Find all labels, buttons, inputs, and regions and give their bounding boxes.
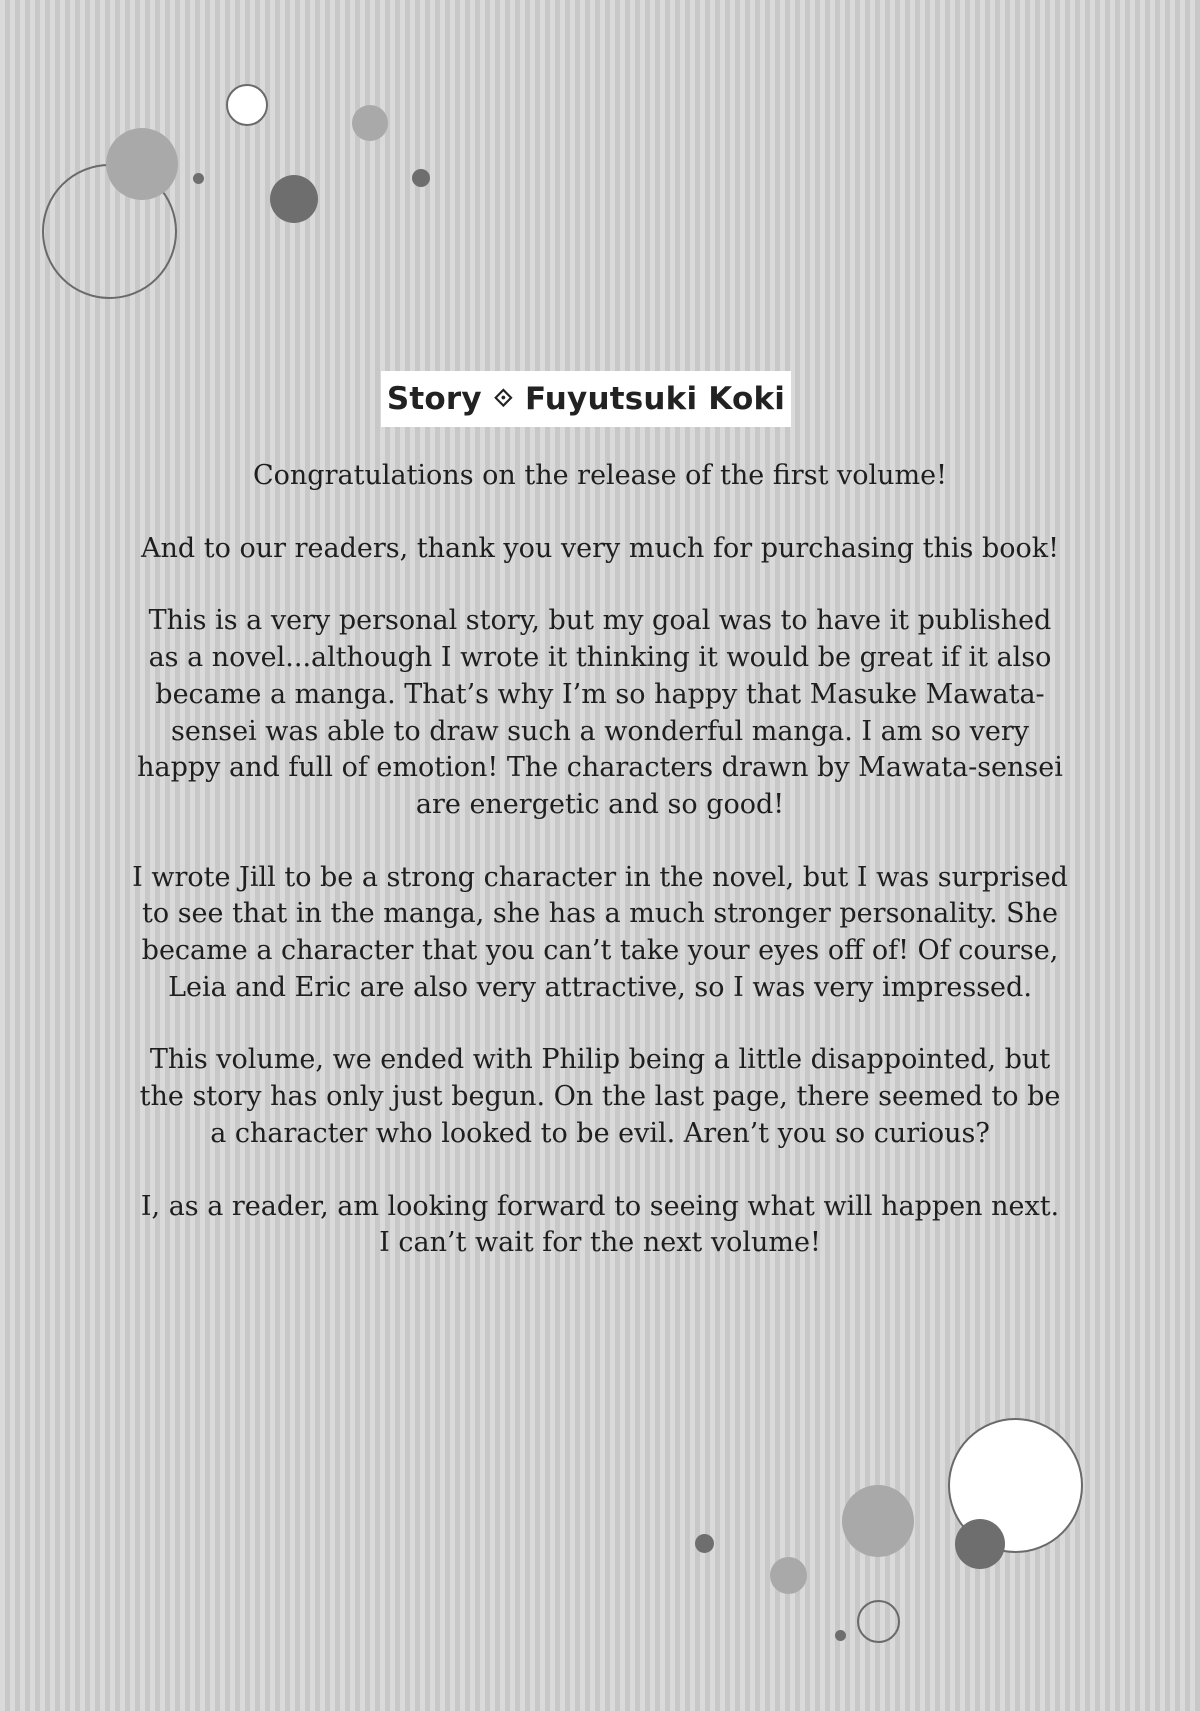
message-paragraph	[120, 458, 1080, 495]
bubble-light-small	[770, 1557, 807, 1594]
message-line: Congratulations on the release of the first volume!	[253, 460, 947, 491]
message-line: a character who looked to be evil. Aren’t you so curious?	[210, 1117, 990, 1149]
message-line: I wrote Jill to be a strong character in the novel, but I was surprised	[132, 861, 1068, 893]
message-paragraph	[120, 1189, 1080, 1262]
bubble-white	[226, 84, 268, 126]
bubble-dot	[835, 1630, 846, 1641]
message-line: as a novel...although I wrote it thinking it would be great if it also	[148, 642, 1052, 674]
bubble-dot	[412, 169, 430, 187]
message-paragraph	[120, 531, 1080, 568]
credit-name: Fuyutsuki Koki	[524, 381, 786, 417]
credit-title	[381, 371, 791, 427]
message-line: Leia and Eric are also very attractive, so I was very impressed.	[168, 971, 1032, 1003]
message-line: to see that in the manga, she has a much stronger personality. She	[142, 898, 1058, 930]
bubble-light	[842, 1485, 914, 1557]
message-paragraph	[120, 603, 1080, 823]
message-line: became a manga. That’s why I’m so happy that Masuke Mawata-	[155, 678, 1045, 710]
bubble-light-small	[352, 105, 388, 141]
message-line: are energetic and so good!	[415, 788, 785, 820]
message-line: I, as a reader, am looking forward to seeing what will happen next.	[140, 1190, 1060, 1222]
message-line: And to our readers, thank you very much for purchasing this book!	[141, 532, 1059, 564]
bubble-dark	[955, 1519, 1005, 1569]
afterword-message	[120, 458, 1080, 1298]
message-line: became a character that you can’t take your eyes off of! Of course,	[141, 935, 1059, 967]
diamond-separator-icon: ⟐	[493, 384, 513, 412]
message-line: the story has only just begun. On the last page, there seemed to be	[139, 1081, 1061, 1113]
message-paragraph	[120, 1042, 1080, 1152]
message-line: sensei was able to draw such a wonderful manga. I am so very	[171, 715, 1029, 747]
message-line: This volume, we ended with Philip being a little disappointed, but	[149, 1044, 1051, 1076]
bubble-light	[106, 128, 178, 200]
bubble-dot	[695, 1534, 714, 1553]
message-line: happy and full of emotion! The characters drawn by Mawata-sensei	[137, 752, 1063, 784]
message-line: I can’t wait for the next volume!	[379, 1227, 821, 1259]
credit-role: Story	[386, 381, 482, 417]
bubble-dot	[193, 173, 204, 184]
bubble-dark	[270, 175, 318, 223]
message-paragraph	[120, 860, 1080, 1007]
bubble-ring-small	[857, 1600, 900, 1643]
message-line: This is a very personal story, but my goal was to have it published	[148, 605, 1052, 637]
